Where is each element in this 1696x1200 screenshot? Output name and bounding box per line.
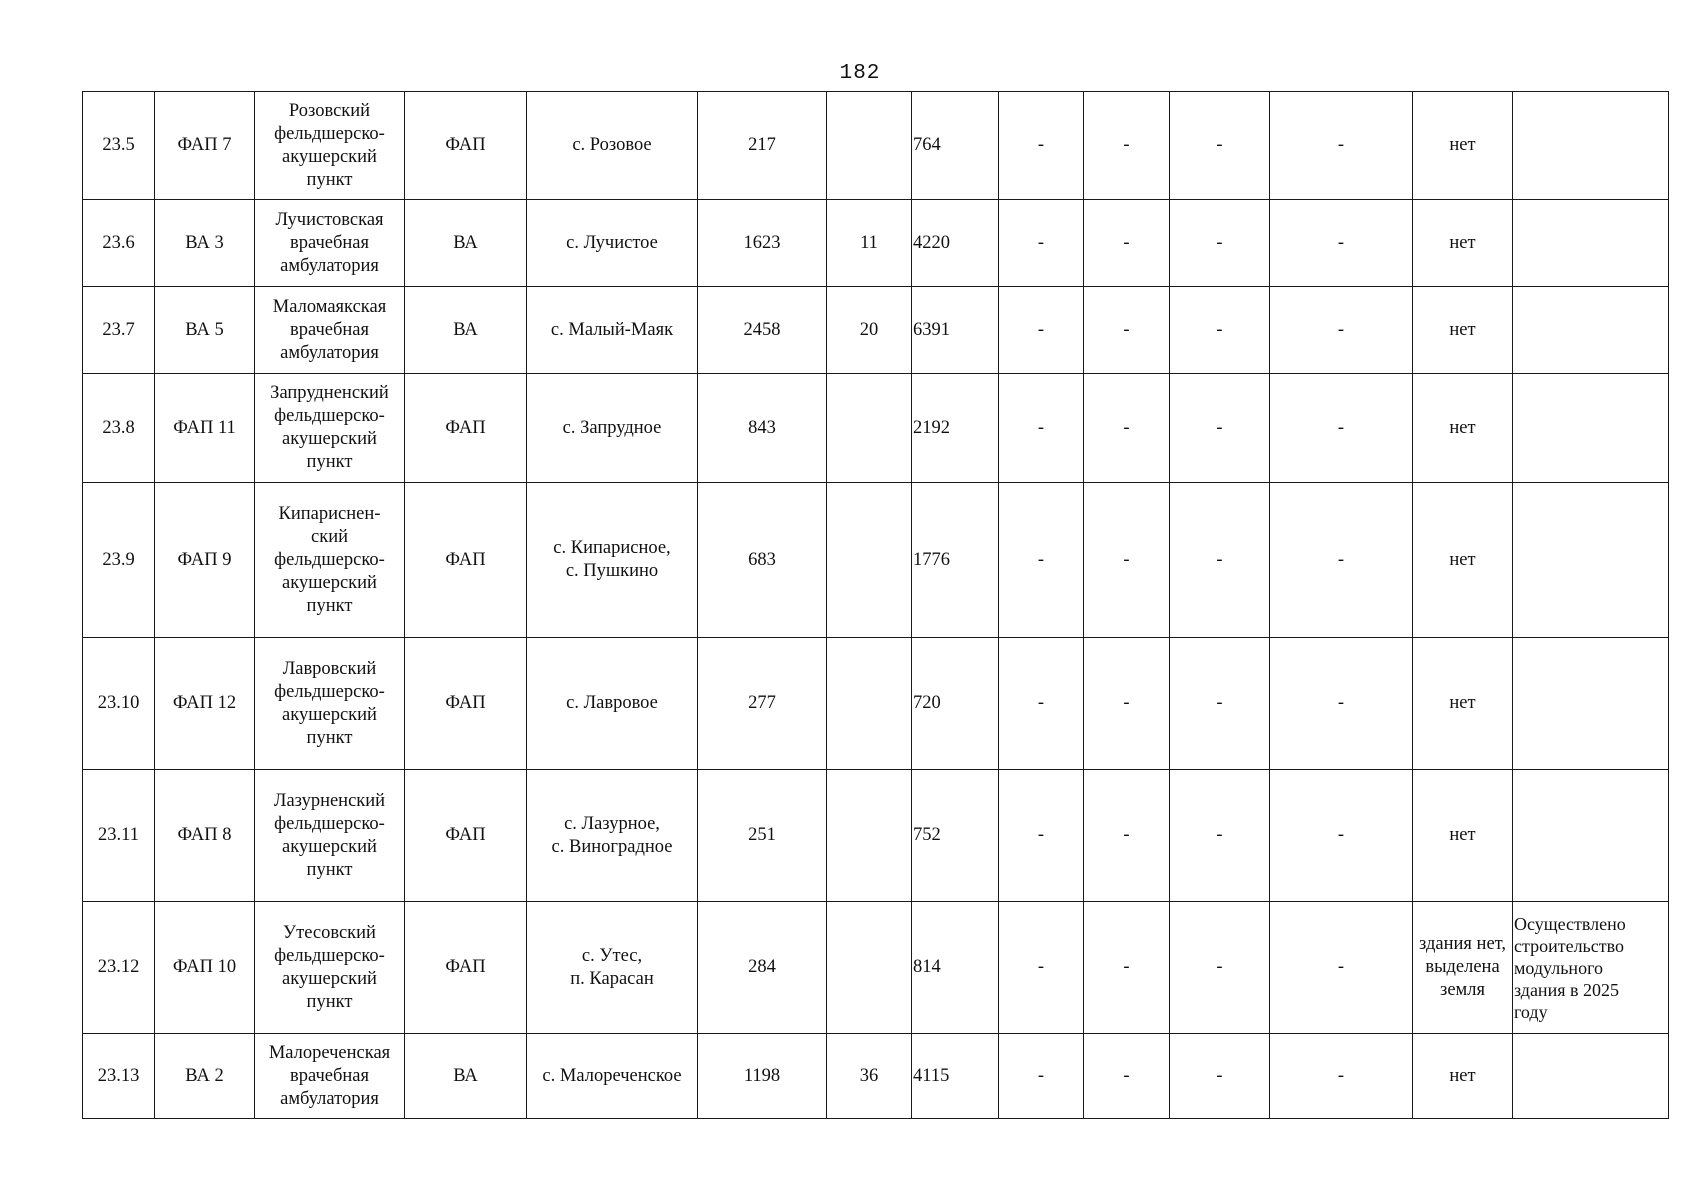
- cell-building: нет: [1413, 92, 1513, 200]
- table-row: [83, 1034, 1669, 1119]
- cell-type: ВА: [405, 1034, 527, 1119]
- cell-name: Утесовский фельдшерско- акушерский пункт: [255, 902, 405, 1034]
- cell-d1: -: [999, 902, 1084, 1034]
- cell-d3: -: [1170, 287, 1270, 374]
- cell-d2: -: [1084, 374, 1170, 483]
- cell-d4: -: [1270, 638, 1413, 770]
- cell-val2: 20: [827, 287, 912, 374]
- table-row: [83, 374, 1669, 483]
- table-row: [83, 483, 1669, 638]
- cell-note: [1513, 374, 1669, 483]
- cell-num: 23.11: [83, 770, 155, 902]
- cell-val3: 1776: [912, 483, 999, 638]
- cell-code: ВА 2: [155, 1034, 255, 1119]
- cell-code: ВА 5: [155, 287, 255, 374]
- table-row: [83, 902, 1669, 1034]
- cell-d2: -: [1084, 638, 1170, 770]
- cell-d2: -: [1084, 770, 1170, 902]
- cell-val3: 2192: [912, 374, 999, 483]
- cell-locality: с. Лучистое: [527, 200, 698, 287]
- facilities-table: [82, 91, 1669, 1119]
- page-number: 182: [839, 62, 881, 85]
- cell-val1: 251: [698, 770, 827, 902]
- cell-val3: 720: [912, 638, 999, 770]
- cell-building: нет: [1413, 287, 1513, 374]
- cell-locality: с. Кипарисное, с. Пушкино: [527, 483, 698, 638]
- cell-note: [1513, 770, 1669, 902]
- cell-code: ФАП 10: [155, 902, 255, 1034]
- cell-d3: -: [1170, 638, 1270, 770]
- cell-val3: 4220: [912, 200, 999, 287]
- cell-d3: -: [1170, 483, 1270, 638]
- cell-name: Лазурненский фельдшерско- акушерский пункт: [255, 770, 405, 902]
- table-row: [83, 638, 1669, 770]
- cell-val2: [827, 902, 912, 1034]
- cell-d1: -: [999, 287, 1084, 374]
- cell-name: Малореченская врачебная амбулатория: [255, 1034, 405, 1119]
- cell-num: 23.5: [83, 92, 155, 200]
- cell-type: ВА: [405, 287, 527, 374]
- cell-d4: -: [1270, 92, 1413, 200]
- cell-building: здания нет, выделена земля: [1413, 902, 1513, 1034]
- cell-building: нет: [1413, 1034, 1513, 1119]
- cell-d1: -: [999, 483, 1084, 638]
- cell-building: нет: [1413, 638, 1513, 770]
- cell-type: ФАП: [405, 374, 527, 483]
- cell-d1: -: [999, 638, 1084, 770]
- cell-building: нет: [1413, 483, 1513, 638]
- cell-d1: -: [999, 770, 1084, 902]
- cell-d3: -: [1170, 200, 1270, 287]
- cell-locality: с. Малый-Маяк: [527, 287, 698, 374]
- cell-val1: 2458: [698, 287, 827, 374]
- cell-val2: [827, 483, 912, 638]
- cell-code: ФАП 7: [155, 92, 255, 200]
- cell-type: ФАП: [405, 92, 527, 200]
- cell-locality: с. Розовое: [527, 92, 698, 200]
- cell-d3: -: [1170, 1034, 1270, 1119]
- cell-d1: -: [999, 200, 1084, 287]
- cell-building: нет: [1413, 374, 1513, 483]
- table-row: [83, 770, 1669, 902]
- cell-locality: с. Утес, п. Карасан: [527, 902, 698, 1034]
- cell-val3: 752: [912, 770, 999, 902]
- cell-d4: -: [1270, 374, 1413, 483]
- cell-building: нет: [1413, 200, 1513, 287]
- cell-d4: -: [1270, 1034, 1413, 1119]
- cell-d1: -: [999, 92, 1084, 200]
- cell-num: 23.7: [83, 287, 155, 374]
- cell-d2: -: [1084, 902, 1170, 1034]
- cell-num: 23.9: [83, 483, 155, 638]
- cell-locality: с. Малореченское: [527, 1034, 698, 1119]
- cell-code: ФАП 9: [155, 483, 255, 638]
- cell-d2: -: [1084, 483, 1170, 638]
- cell-code: ФАП 12: [155, 638, 255, 770]
- cell-code: ФАП 11: [155, 374, 255, 483]
- cell-val1: 277: [698, 638, 827, 770]
- cell-name: Лавровский фельдшерско- акушерский пункт: [255, 638, 405, 770]
- cell-type: ФАП: [405, 638, 527, 770]
- cell-num: 23.8: [83, 374, 155, 483]
- cell-val1: 217: [698, 92, 827, 200]
- cell-name: Запрудненский фельдшерско- акушерский пункт: [255, 374, 405, 483]
- cell-num: 23.6: [83, 200, 155, 287]
- cell-d1: -: [999, 374, 1084, 483]
- cell-d3: -: [1170, 92, 1270, 200]
- cell-d3: -: [1170, 770, 1270, 902]
- cell-type: ФАП: [405, 902, 527, 1034]
- cell-val1: 1198: [698, 1034, 827, 1119]
- cell-note: [1513, 638, 1669, 770]
- cell-name: Розовский фельдшерско- акушерский пункт: [255, 92, 405, 200]
- cell-val3: 4115: [912, 1034, 999, 1119]
- cell-note: [1513, 483, 1669, 638]
- cell-num: 23.13: [83, 1034, 155, 1119]
- cell-d2: -: [1084, 200, 1170, 287]
- cell-note: [1513, 92, 1669, 200]
- cell-note: Осуществлено строительство модульного здания в 2025 году: [1513, 902, 1669, 1034]
- cell-val1: 683: [698, 483, 827, 638]
- cell-val3: 764: [912, 92, 999, 200]
- cell-d2: -: [1084, 92, 1170, 200]
- cell-val2: [827, 638, 912, 770]
- cell-val2: 36: [827, 1034, 912, 1119]
- cell-type: ФАП: [405, 770, 527, 902]
- cell-name: Кипариснен- ский фельдшерско- акушерский пункт: [255, 483, 405, 638]
- cell-note: [1513, 1034, 1669, 1119]
- cell-val2: [827, 92, 912, 200]
- table-row: [83, 92, 1669, 200]
- cell-d1: -: [999, 1034, 1084, 1119]
- cell-d4: -: [1270, 200, 1413, 287]
- cell-d4: -: [1270, 902, 1413, 1034]
- cell-locality: с. Запрудное: [527, 374, 698, 483]
- cell-val1: 1623: [698, 200, 827, 287]
- cell-locality: с. Лавровое: [527, 638, 698, 770]
- cell-d2: -: [1084, 1034, 1170, 1119]
- cell-building: нет: [1413, 770, 1513, 902]
- cell-d4: -: [1270, 483, 1413, 638]
- cell-val3: 6391: [912, 287, 999, 374]
- cell-val2: [827, 374, 912, 483]
- cell-note: [1513, 287, 1669, 374]
- table-row: [83, 287, 1669, 374]
- cell-locality: с. Лазурное, с. Виноградное: [527, 770, 698, 902]
- cell-code: ФАП 8: [155, 770, 255, 902]
- cell-val3: 814: [912, 902, 999, 1034]
- cell-note: [1513, 200, 1669, 287]
- cell-name: Лучистовская врачебная амбулатория: [255, 200, 405, 287]
- cell-type: ФАП: [405, 483, 527, 638]
- cell-d4: -: [1270, 770, 1413, 902]
- cell-name: Маломаякская врачебная амбулатория: [255, 287, 405, 374]
- cell-val1: 843: [698, 374, 827, 483]
- table-body: [83, 92, 1669, 1119]
- cell-d4: -: [1270, 287, 1413, 374]
- cell-num: 23.12: [83, 902, 155, 1034]
- cell-val1: 284: [698, 902, 827, 1034]
- cell-d3: -: [1170, 902, 1270, 1034]
- cell-num: 23.10: [83, 638, 155, 770]
- cell-val2: [827, 770, 912, 902]
- cell-d3: -: [1170, 374, 1270, 483]
- cell-d2: -: [1084, 287, 1170, 374]
- cell-type: ВА: [405, 200, 527, 287]
- table-row: [83, 200, 1669, 287]
- cell-val2: 11: [827, 200, 912, 287]
- cell-code: ВА 3: [155, 200, 255, 287]
